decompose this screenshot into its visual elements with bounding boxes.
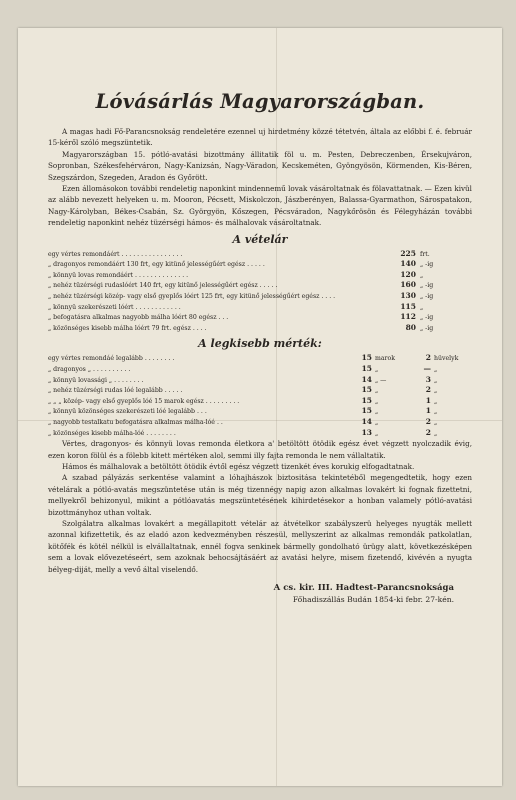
measure-row-hands-unit: „ xyxy=(375,408,379,416)
measure-row-hands: 14 xyxy=(361,374,372,384)
price-row-unit: „ xyxy=(420,303,424,311)
measure-row-hands: 15 xyxy=(361,406,372,416)
price-row-label: „ nehéz tüzérségi közép- vagy első gyeplős lóért 125 frt, egy kitünő jelességűért egész . . . . xyxy=(48,293,336,301)
measure-row-label: „ könnyü lovassági „ . . . . . . . . xyxy=(48,376,144,384)
price-row-unit: frt. xyxy=(420,250,430,258)
document-body xyxy=(48,90,472,604)
measure-row-hands: 15 xyxy=(361,364,372,373)
measure-row-hands: 15 xyxy=(361,385,372,395)
measure-row-inches-unit: „ xyxy=(434,418,438,426)
price-row-label: „ nehéz tüzérségi rudaslóért 140 frt, egy kitünő jelességűért egész . . . . . xyxy=(48,282,278,290)
price-row xyxy=(48,312,472,323)
measure-row-inches-unit: „ xyxy=(434,408,438,416)
price-row-label: „ könnyü lovas remondáért . . . . . . . . . . . . . . xyxy=(48,271,189,279)
price-row-value: 130 xyxy=(400,291,416,301)
price-row-label: „ könnyü szekerészeti lóért . . . . . . . . . . . . xyxy=(48,303,181,311)
measure-row-hands-unit: „ xyxy=(375,418,379,426)
measure-row-inches-unit: „ xyxy=(434,387,438,395)
price-row-unit: „ -ig xyxy=(420,261,434,269)
measure-row-inches: 3 xyxy=(425,374,431,384)
measure-row xyxy=(48,396,472,407)
measure-row-inches: 2 xyxy=(425,427,431,437)
measure-row-label: „ nagyobb testalkatu befogatásra alkalmas málha-lóé . . xyxy=(48,418,223,426)
price-row xyxy=(48,280,472,291)
measure-table xyxy=(48,353,472,438)
intro-paragraph-1 xyxy=(48,126,472,149)
outro-paragraph-2 xyxy=(48,461,472,472)
measure-row-inches-unit: hüvelyk xyxy=(434,355,459,363)
document-page xyxy=(18,28,502,786)
measure-row xyxy=(48,353,472,364)
price-row-unit: „ -ig xyxy=(420,282,434,290)
measure-row-inches: 2 xyxy=(425,416,431,426)
price-row-label: „ közönséges kisebb málha lóért 79 frt. egész . . . . xyxy=(48,324,207,332)
measure-row-inches-unit: „ xyxy=(434,376,438,384)
measure-row-label: „ könnyü közönséges szekerészeti lóé legalább . . . xyxy=(48,408,207,416)
measure-section-heading: A legkisebb mérték: xyxy=(198,337,322,351)
measure-row-inches: — xyxy=(423,364,431,373)
outro-text-3: A szabad pályázás serkentése valamint a lóhajhászok biztositása tekintetéből megengedtetik, hogy ezen vételárak a pótló-avatás megszüntetése után is még tizennégy napig azon alkalmas lovakért ki fognak fizettetni, mellyekről behizonyul, mikint a pótlóavatás megszüntetésének kihirdetésekor a honban valamely pótló-avatási bizottmányhoz uthan voltak. xyxy=(48,473,472,517)
measure-row-label: „ nehéz tüzérségi rudas lóé legalább . . . . . xyxy=(48,387,183,395)
measure-row-inches: 2 xyxy=(425,353,431,363)
measure-row xyxy=(48,364,472,375)
measure-row-label: „ „ „ közép- vagy első gyeplős lóé 15 marok egész . . . . . . . . . xyxy=(48,397,240,405)
document-title: Lóvásárlás Magyarországban. xyxy=(95,90,425,113)
measure-row-label: „ közönséges kisebb málha-lóé . . . . . . . . xyxy=(48,429,176,437)
measure-row-hands-unit: „ xyxy=(375,387,379,395)
intro-paragraph-2 xyxy=(48,149,472,183)
measure-row-hands: 14 xyxy=(361,416,372,426)
outro-text-4: Szolgálatra alkalmas lovakért a megállapitott vételár az átvételkor szabályszerü helyeges nyugták mellett azonnal kifizettetik, és az eladó azon kedvezményben részesül, mellyszerint az alkalmas remondák patkolatlan, kötőfék és kötél nélkül is elvállaltatnak, ennél fogva senkinek bármelly gondolható ürügy alatt, következésképen sem a lovak elővezetéseért, sem azoknak behocsájtásáért az avatási helyre, misem fizetendő, kivévén a nyugta bélyeg-diját, melly a vevő által viselendő. xyxy=(48,519,472,574)
intro-paragraph-3 xyxy=(48,183,472,229)
measure-row-hands-unit: „ xyxy=(375,397,379,405)
price-row-value: 140 xyxy=(400,259,416,269)
measure-row-hands: 13 xyxy=(361,427,372,437)
measure-row-hands-unit: marok xyxy=(375,355,395,363)
measure-row xyxy=(48,375,472,386)
measure-row-hands: 15 xyxy=(361,395,372,405)
price-row xyxy=(48,259,472,270)
measure-row-hands-unit: „ xyxy=(375,366,379,373)
price-row-label: egy vértes remondáért . . . . . . . . . . . . . . . . xyxy=(48,250,183,258)
price-row xyxy=(48,270,472,281)
price-row-value: 80 xyxy=(405,322,416,332)
outro-paragraph-4 xyxy=(48,518,472,575)
measure-row xyxy=(48,417,472,428)
price-row-unit: „ -ig xyxy=(420,324,434,332)
price-row-unit: „ -ig xyxy=(420,314,434,322)
price-table xyxy=(48,249,472,334)
outro-text-2: Hámos és málhalovak a betöltött ötödik évtől egész végzett tizenkét éves korukig elfogadtatnak. xyxy=(62,461,415,471)
price-row xyxy=(48,302,472,313)
place-and-date: Főhadiszállás Budán 1854-ki febr. 27-kén. xyxy=(292,595,454,605)
price-row-value: 115 xyxy=(400,301,416,311)
price-row-value: 160 xyxy=(400,280,416,290)
price-row xyxy=(48,323,472,334)
measure-row xyxy=(48,385,472,396)
price-row-unit: „ -ig xyxy=(420,293,434,301)
measure-row-hands-unit: „ xyxy=(375,429,379,437)
issuer-signature: A cs. kir. III. Hadtest-Parancsnoksága xyxy=(273,583,454,594)
intro-text-1: A magas hadi Fő-Parancsnokság rendeletére ezennel uj hirdetmény közzé tétetvén, általa az előbbi f. é. február 15-kéről szóló megszüntetik. xyxy=(48,127,472,148)
price-row xyxy=(48,249,472,260)
intro-text-2: Magyarországban 15. pótló-avatási bizottmány állitatik föl u. m. Pesten, Debreczenben, Érsekujváron, Sopronban, Székesfehérváron, Nagy-Kanizsán, Nagy-Váradon, Kecskeméten, Gyöngyösön, Körmenden, Kis-Béren, Szegszárdon, Szegeden, Aradon és Győrött. xyxy=(48,149,472,182)
measure-row-inches: 1 xyxy=(425,406,431,416)
price-row-value: 120 xyxy=(400,269,416,279)
measure-row-inches: 2 xyxy=(425,385,431,395)
price-section-heading: A vételár xyxy=(232,232,288,246)
measure-row-label: „ dragonyos „ . . . . . . . . . . xyxy=(48,366,131,373)
measure-row-hands: 15 xyxy=(361,353,372,363)
price-row xyxy=(48,291,472,302)
price-row-label: „ befogatásra alkalmas nagyobb málha lóért 80 egész . . . xyxy=(48,314,229,322)
measure-row xyxy=(48,406,472,417)
price-row-label: „ dragonyos remondáért 130 frt, egy kitünő jelességűért egész . . . . . xyxy=(48,261,265,269)
price-row-value: 112 xyxy=(400,312,416,322)
measure-row xyxy=(48,428,472,439)
price-row-value: 225 xyxy=(400,248,416,258)
measure-row-label: egy vértes remondáé legalább . . . . . . . . xyxy=(48,355,175,363)
measure-row-inches-unit: „ xyxy=(434,429,438,437)
outro-paragraph-1 xyxy=(48,438,472,461)
intro-text-3: Ezen állomásokon további rendeletig naponkint mindennemű lovak vásároltatnak és fölavattatnak. — Ezen kivül az alább nevezett helyeken u. m. Mooron, Pécsett, Miskolczon, Jászberényen, Balassa-Gyarmathon, Sárospatakon, Nagy-Károlyban, Békes-Csabán, Sz. Györgyön, Kőszegen, Pécsváradon, Nagykőrösön és Félegyházán további rendeletig naponkint nehéz tüzérségi hámos- és málhalovak vásároltatnak. xyxy=(48,184,472,228)
outro-paragraph-3 xyxy=(48,472,472,518)
measure-row-inches-unit: „ xyxy=(434,397,438,405)
price-row-unit: „ xyxy=(420,271,424,279)
measure-row-hands-unit: „ — xyxy=(375,376,387,384)
measure-row-inches: 1 xyxy=(425,395,431,405)
measure-row-inches-unit: „ xyxy=(434,366,438,373)
outro-text-1: Vértes, dragonyos- és könnyü lovas remonda életkora a' betöltött ötödik egész évet végzett nyolczadik évig, ezen koron fölül és a fölebb kitett mértéken alol, semmi illy fajta remonda le nem vállaltatik. xyxy=(48,439,472,460)
